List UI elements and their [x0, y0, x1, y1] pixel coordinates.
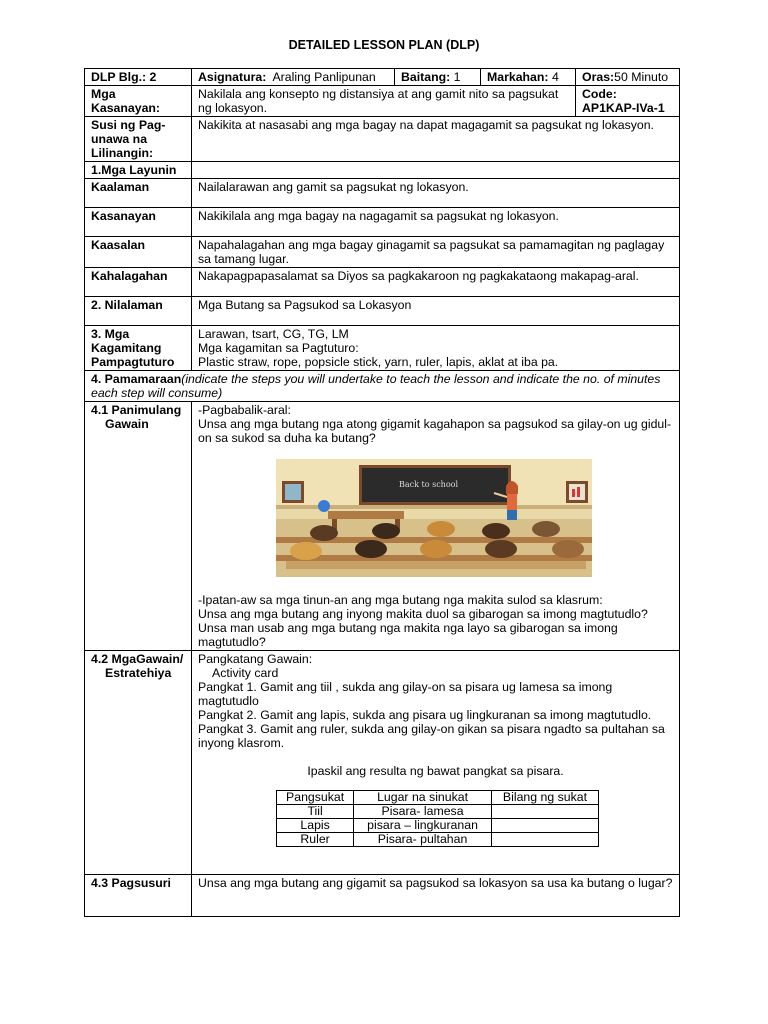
layunin-row — [85, 162, 680, 179]
dlp-number-label: DLP Blg.: — [91, 70, 147, 84]
lesson-plan-table — [84, 68, 680, 917]
kasanayan-objective-row — [85, 208, 680, 237]
asignatura-value: Araling Panlipunan — [272, 70, 376, 84]
kahalagahan-label: Kahalagahan — [85, 268, 192, 297]
markahan-cell — [481, 69, 576, 86]
gawain-label-line1: 4.2 MgaGawain/ — [91, 652, 184, 666]
kasanayan-objective-label: Kasanayan — [85, 208, 192, 237]
oras-value: 50 Minuto — [614, 70, 669, 84]
results-row — [277, 805, 599, 819]
kasanayan-row — [85, 86, 680, 117]
baitang-label: Baitang: — [401, 70, 451, 84]
baitang-value: 1 — [453, 70, 461, 84]
pagsusuri-text: Unsa ang mga butang ang gigamit sa pagsukod sa lokasyon sa usa ka butang o lugar? — [192, 875, 680, 917]
results-row — [277, 819, 599, 833]
kagamitan-line: Plastic straw, rope, popsicle stick, yarn, ruler, lapis, aklat at iba pa. — [198, 355, 559, 369]
observe-question-near: Unsa ang mga butang ang inyong makita duol sa gibarogan sa imong magtutudlo? — [198, 607, 648, 621]
panimulang-row — [85, 402, 680, 651]
observe-question-far: Unsa man usab ang mga butang nga makita nga layo sa gibarogan sa imong magtutudlo? — [198, 621, 618, 649]
board-text: Back to school — [399, 480, 459, 489]
results-cell — [491, 833, 598, 847]
results-header: Pangsukat — [277, 791, 354, 805]
gawain-line: Pangkat 2. Gamit ang lapis, sukda ang pisara ug lingkuranan sa imong magtutudlo. — [198, 708, 652, 722]
classroom-illustration — [276, 459, 592, 577]
pamamaraan-cell — [85, 371, 680, 402]
dlp-number-value: 2 — [149, 70, 157, 84]
nilalaman-label: 2. Nilalaman — [85, 297, 192, 326]
kahalagahan-text: Nakapagpapasalamat sa Diyos sa pagkakaroon ng pagkakataong makapag-aral. — [192, 268, 680, 297]
page-title: DETAILED LESSON PLAN (DLP) — [288, 38, 480, 52]
results-cell: Tiil — [277, 805, 354, 819]
code-value: AP1KAP-IVa-1 — [582, 101, 665, 115]
gawain-line: Activity card — [212, 666, 279, 680]
susi-row — [85, 117, 680, 162]
review-question: Unsa ang mga butang nga atong gigamit kagahapon sa pagsukod sa gilay-on ug gidul-on sa sukod sa duha ka butang? — [198, 417, 672, 445]
gawain-line: Pangkat 1. Gamit ang tiil , sukda ang gilay-on sa pisara ug lamesa sa imong magtutudlo — [198, 680, 613, 708]
layunin-empty — [192, 162, 680, 179]
pamamaraan-label: 4. Pamamaraan — [91, 372, 182, 386]
results-row — [277, 833, 599, 847]
code-label: Code: — [582, 87, 617, 101]
oras-cell — [576, 69, 680, 86]
kaalaman-row — [85, 179, 680, 208]
kagamitan-line: Larawan, tsart, CG, TG, LM — [198, 327, 349, 341]
oras-label: Oras: — [582, 70, 615, 84]
pamamaraan-row — [85, 371, 680, 402]
kaasalan-label: Kaasalan — [85, 237, 192, 268]
asignatura-cell — [192, 69, 395, 86]
markahan-value: 4 — [551, 70, 559, 84]
asignatura-label: Asignatura: — [198, 70, 267, 84]
results-cell: Pisara- lamesa — [354, 805, 492, 819]
gawain-row — [85, 651, 680, 875]
kasanayan-text: Nakilala ang konsepto ng distansiya at ang gamit nito sa pagsukat ng lokasyon. — [192, 86, 576, 117]
kagamitan-row — [85, 326, 680, 371]
kaalaman-text: Nailalarawan ang gamit sa pagsukat ng lokasyon. — [192, 179, 680, 208]
kasanayan-label: Mga Kasanayan: — [85, 86, 192, 117]
susi-text: Nakikita at nasasabi ang mga bagay na dapat magagamit sa pagsukat ng lokasyon. — [192, 117, 680, 162]
results-cell — [491, 819, 598, 833]
gawain-content — [192, 651, 680, 875]
gawain-line: Pangkat 3. Gamit ang ruler, sukda ang gilay-on gikan sa pisara ngadto sa pultahan sa inyong klasrom. — [198, 722, 665, 750]
panimulang-label-line1: 4.1 Panimulang — [91, 403, 182, 417]
header-row — [85, 69, 680, 86]
kagamitan-text — [192, 326, 680, 371]
observe-instruction: -Ipatan-aw sa mga tinun-an ang mga butang nga makita sulod sa klasrum: — [198, 593, 603, 607]
panimulang-label-line2: Gawain — [105, 417, 149, 431]
pagsusuri-row — [85, 875, 680, 917]
gawain-instruction: Ipaskil ang resulta ng bawat pangkat sa pisara. — [307, 764, 564, 778]
pamamaraan-note: (indicate the steps you will undertake to teach the lesson and indicate the no. of minutes each step will consume) — [91, 372, 661, 400]
kaasalan-text: Napahalagahan ang mga bagay ginagamit sa pagsukat sa pamamagitan ng paglagay sa tamang lugar. — [192, 237, 680, 268]
kagamitan-line: Mga kagamitan sa Pagtuturo: — [198, 341, 359, 355]
results-cell: Lapis — [277, 819, 354, 833]
baitang-cell — [395, 69, 481, 86]
results-table — [276, 790, 599, 847]
gawain-line: Pangkatang Gawain: — [198, 652, 313, 666]
results-cell — [491, 805, 598, 819]
results-cell: Ruler — [277, 833, 354, 847]
code-cell — [576, 86, 680, 117]
nilalaman-row — [85, 297, 680, 326]
kaalaman-label: Kaalaman — [85, 179, 192, 208]
dlp-number-cell — [85, 69, 192, 86]
kasanayan-objective-text: Nakikilala ang mga bagay na nagagamit sa pagsukat ng lokasyon. — [192, 208, 680, 237]
results-header-row — [277, 791, 599, 805]
review-heading: -Pagbabalik-aral: — [198, 403, 291, 417]
gawain-label — [85, 651, 192, 875]
panimulang-label — [85, 402, 192, 651]
layunin-label: 1.Mga Layunin — [85, 162, 192, 179]
pagsusuri-label: 4.3 Pagsusuri — [85, 875, 192, 917]
susi-label: Susi ng Pag-unawa na Lilinangin: — [85, 117, 192, 162]
kaasalan-row — [85, 237, 680, 268]
results-cell: pisara – lingkuranan — [354, 819, 492, 833]
results-header: Bilang ng sukat — [491, 791, 598, 805]
kahalagahan-row — [85, 268, 680, 297]
panimulang-content — [192, 402, 680, 651]
nilalaman-text: Mga Butang sa Pagsukod sa Lokasyon — [192, 297, 680, 326]
gawain-label-line2: Estratehiya — [105, 666, 172, 680]
results-header: Lugar na sinukat — [354, 791, 492, 805]
results-cell: Pisara- pultahan — [354, 833, 492, 847]
markahan-label: Markahan: — [487, 70, 549, 84]
kagamitan-label: 3. Mga Kagamitang Pampagtuturo — [85, 326, 192, 371]
